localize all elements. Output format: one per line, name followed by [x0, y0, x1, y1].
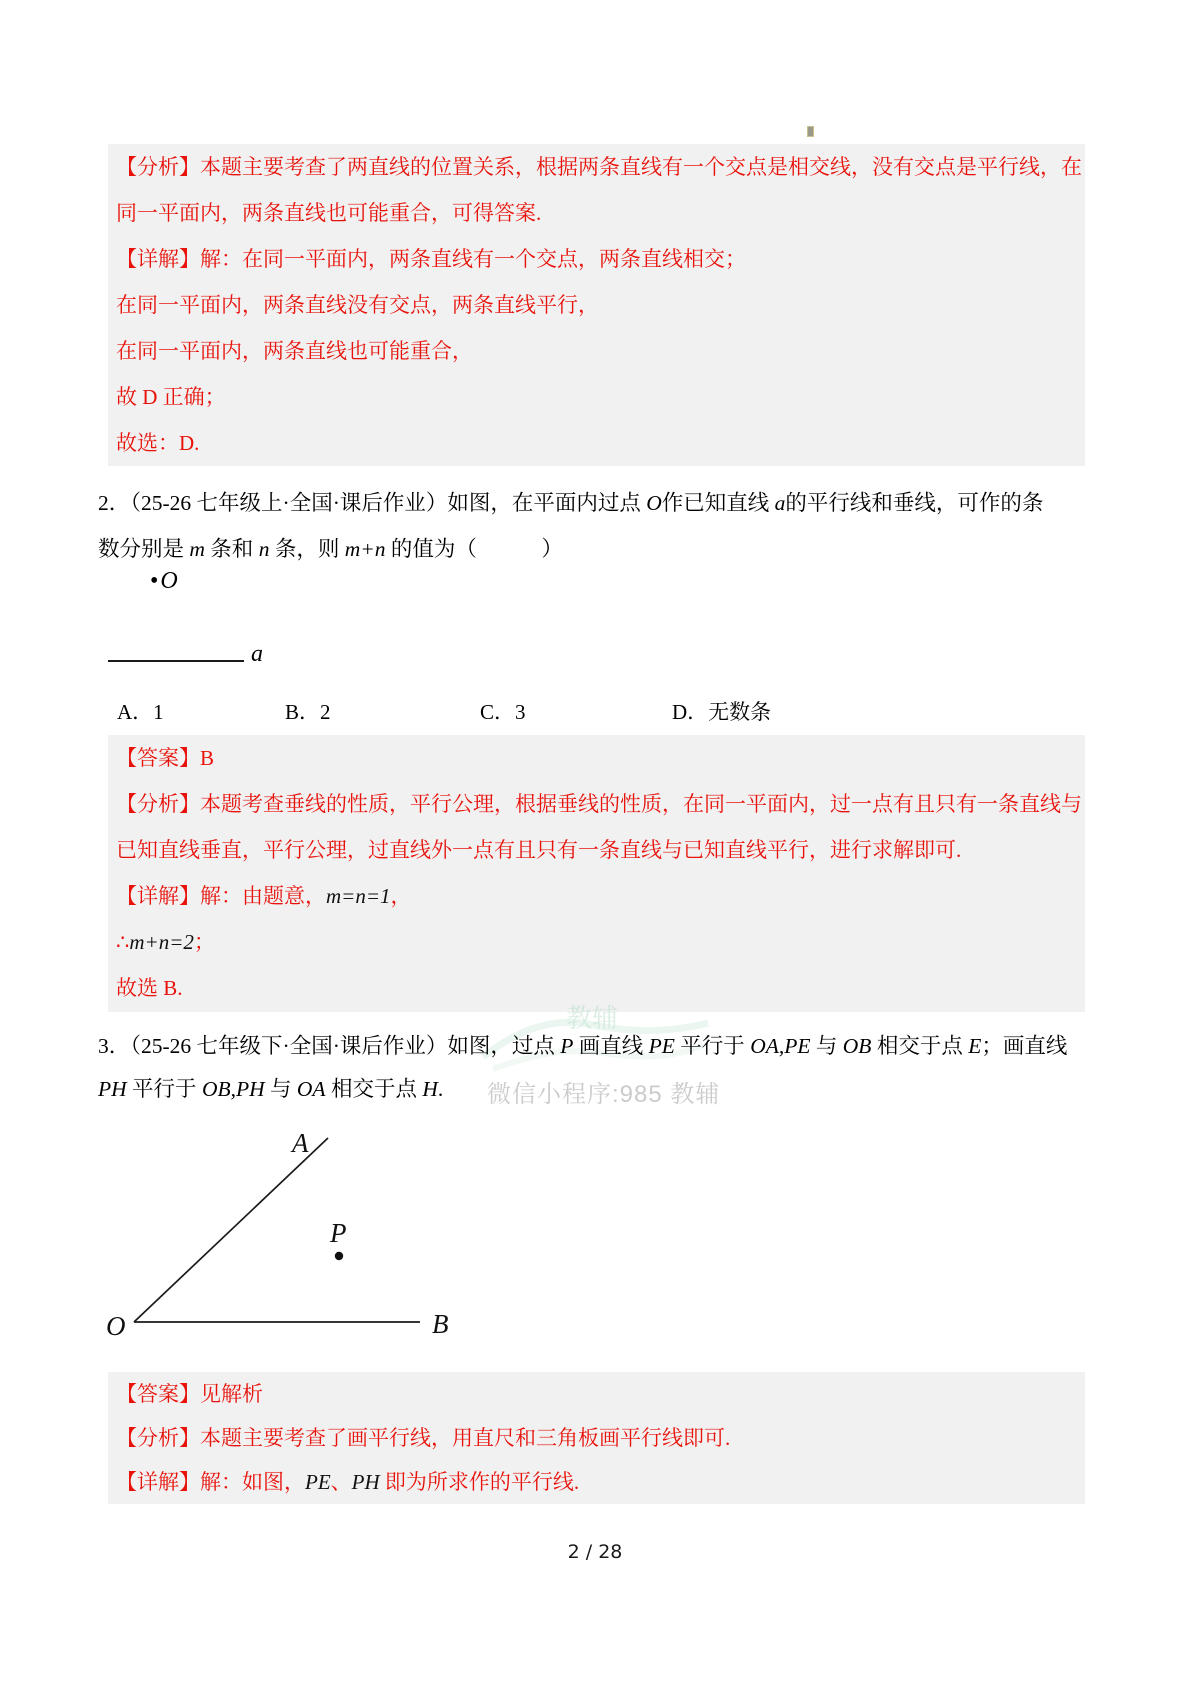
q1-analysis-line-1: 【分析】本题主要考查了两直线的位置关系，根据两条直线有一个交点是相交线，没有交点是平行线，在 [116, 155, 1082, 179]
q3-solution-block [108, 1372, 1085, 1504]
q3-answer-line: 【答案】见解析 [116, 1382, 263, 1406]
q2-choice-line: 故选 B. [116, 976, 183, 1000]
line-a-label: a [251, 641, 263, 667]
q1-conclusion-line: 故 D 正确； [116, 385, 226, 409]
logo-text: 教辅 [566, 1003, 619, 1033]
q3-detail-line: 【详解】解：如图，PE、PH 即为所求作的平行线. [116, 1470, 580, 1494]
label-A: A [292, 1128, 309, 1158]
point-O-label: O [160, 568, 180, 594]
q2-analysis-line-1: 【分析】本题考查垂线的性质，平行公理，根据垂线的性质，在同一平面内，过一点有且只有一条直线与 [116, 792, 1082, 816]
q3-analysis-line: 【分析】本题主要考查了画平行线，用直尺和三角板画平行线即可. [116, 1426, 731, 1450]
q2-option-c: C．3 [480, 700, 526, 724]
q2-stem-line-2: 数分别是 m 条和 n 条，则 m+n 的值为（ ） [98, 537, 563, 561]
q2-answer-line: 【答案】B [116, 746, 215, 770]
q1-detail-line-2: 在同一平面内，两条直线没有交点，两条直线平行， [116, 293, 599, 317]
q2-figure-line-a [108, 660, 244, 662]
q2-detail-line-2: ∴m+n=2； [116, 930, 215, 954]
q1-solution-block [108, 144, 1085, 466]
q3-figure-angle-AOB [80, 1120, 480, 1360]
watermark-text: 微信小程序:985 教辅 [487, 1081, 721, 1108]
page-number: 2 / 28 [567, 1541, 623, 1563]
point-P-dot [335, 1252, 343, 1260]
q2-solution-block [108, 735, 1085, 1012]
q2-stem-line-1: 2．（25-26 七年级上·全国·课后作业）如图，在平面内过点 O作已知直线 a的平行线和垂线，可作的条 [98, 491, 1044, 515]
label-P: P [330, 1218, 347, 1248]
q3-stem-line-1: 3．（25-26 七年级下·全国·课后作业）如图，过点 P 画直线 PE 平行于 OA,PE 与 OB 相交于点 E；画直线 [98, 1034, 1068, 1058]
q2-detail-line-1: 【详解】解：由题意，m=n=1， [116, 884, 412, 908]
q1-analysis-line-2: 同一平面内，两条直线也可能重合，可得答案. [116, 201, 542, 225]
ray-OA [134, 1138, 328, 1322]
q1-detail-line-3: 在同一平面内，两条直线也可能重合， [116, 339, 473, 363]
label-O: O [106, 1311, 126, 1341]
q2-figure-point-O [150, 568, 180, 595]
q2-option-a: A．1 [117, 700, 164, 724]
point-dot: • [150, 568, 161, 594]
q2-option-b: B．2 [285, 700, 331, 724]
q3-stem-line-2: PH 平行于 OB,PH 与 OA 相交于点 H. [98, 1077, 444, 1101]
q1-detail-line-1: 【详解】解：在同一平面内，两条直线有一个交点，两条直线相交； [116, 247, 746, 271]
q2-option-d: D．无数条 [672, 700, 772, 724]
scan-artifact-mark [808, 127, 813, 136]
q2-analysis-line-2: 已知直线垂直，平行公理，过直线外一点有且只有一条直线与已知直线平行，进行求解即可. [116, 838, 962, 862]
label-B: B [432, 1309, 449, 1339]
q1-choice-line: 故选：D. [116, 431, 200, 455]
